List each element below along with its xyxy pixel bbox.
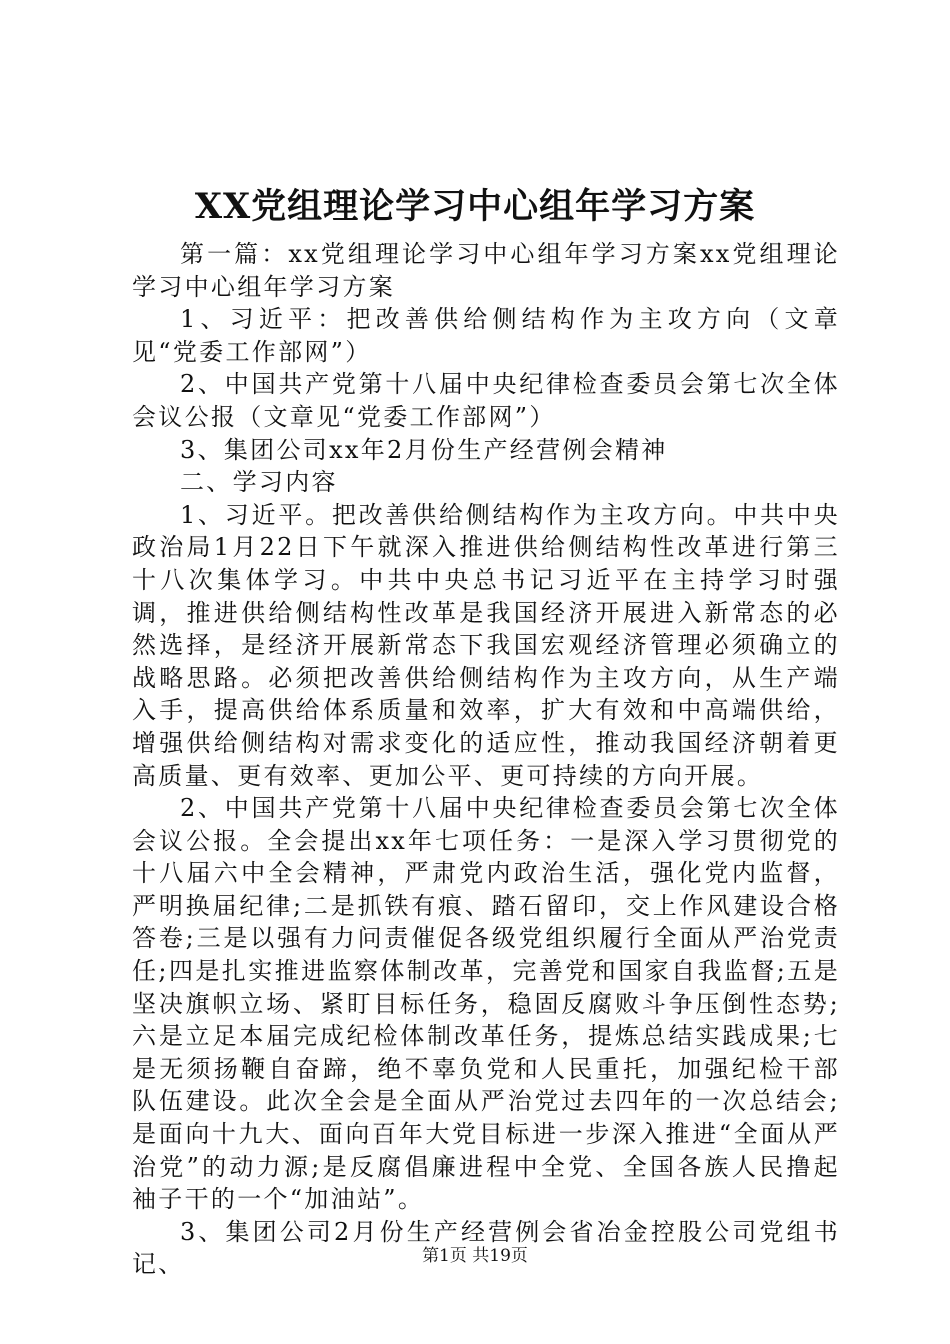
document-title: XX党组理论学习中心组年学习方案 xyxy=(194,186,756,227)
section-heading-study-content: 二、学习内容 xyxy=(180,468,338,497)
paragraph-content-3: 3、集团公司2月份生产经营例会省冶金控股公司党组书记、 xyxy=(132,1217,840,1279)
paragraph-content-2: 2、中国共产党第十八届中央纪律检查委员会第七次全体会议公报。全会提出xx年七项任务：一是深入学习贯彻党的十八届六中全会精神，严肃党内政治生活，强化党内监督，严明换届纪律;二是抓铁有痕、踏石留印，交上作风建设合格答卷;三是以强有力问责催促各级党组织履行全面从严治党责任;四是扎实推进监察体制改革，完善党和国家自我监督;五是坚决旗帜立场、紧盯目标任务，稳固反腐败斗争压倒性态势;六是立足本届完成纪检体制改革任务，提炼总结实践成果;七是无须扬鞭自奋蹄，绝不辜负党和人民重托，加强纪检干部队伍建设。此次全会是全面从严治党过去四年的一次总结会;是面向十九大、面向百年大党目标进一步深入推进“全面从严治党”的动力源;是反腐倡廉进程中全党、全国各族人民撸起袖子干的一个“加油站”。 xyxy=(132,794,840,1214)
paragraph-item-2: 2、中国共产党第十八届中央纪律检查委员会第七次全体会议公报（文章见“党委工作部网”） xyxy=(132,370,840,431)
paragraph-item-1: 1、习近平：把改善供给侧结构作为主攻方向（文章见“党委工作部网”） xyxy=(132,305,840,366)
document-body xyxy=(132,238,840,1281)
paragraph-content-1: 1、习近平。把改善供给侧结构作为主攻方向。中共中央政治局1月22日下午就深入推进供给侧结构性改革进行第三十八次集体学习。中共中央总书记习近平在主持学习时强调，推进供给侧结构性改革是我国经济开展进入新常态的必然选择，是经济开展新常态下我国宏观经济管理必须确立的战略思路。必须把改善供给侧结构作为主攻方向，从生产端入手，提高供给体系质量和效率，扩大有效和中高端供给，增强供给侧结构对需求变化的适应性，推动我国经济朝着更高质量、更有效率、更加公平、更可持续的方向开展。 xyxy=(132,500,840,790)
paragraph-item-3: 3、集团公司xx年2月份生产经营例会精神 xyxy=(180,435,668,464)
paragraph-part-one-heading: 第一篇：xx党组理论学习中心组年学习方案xx党组理论学习中心组年学习方案 xyxy=(132,240,840,301)
page-footer: 第1页 共19页 xyxy=(422,1246,528,1266)
